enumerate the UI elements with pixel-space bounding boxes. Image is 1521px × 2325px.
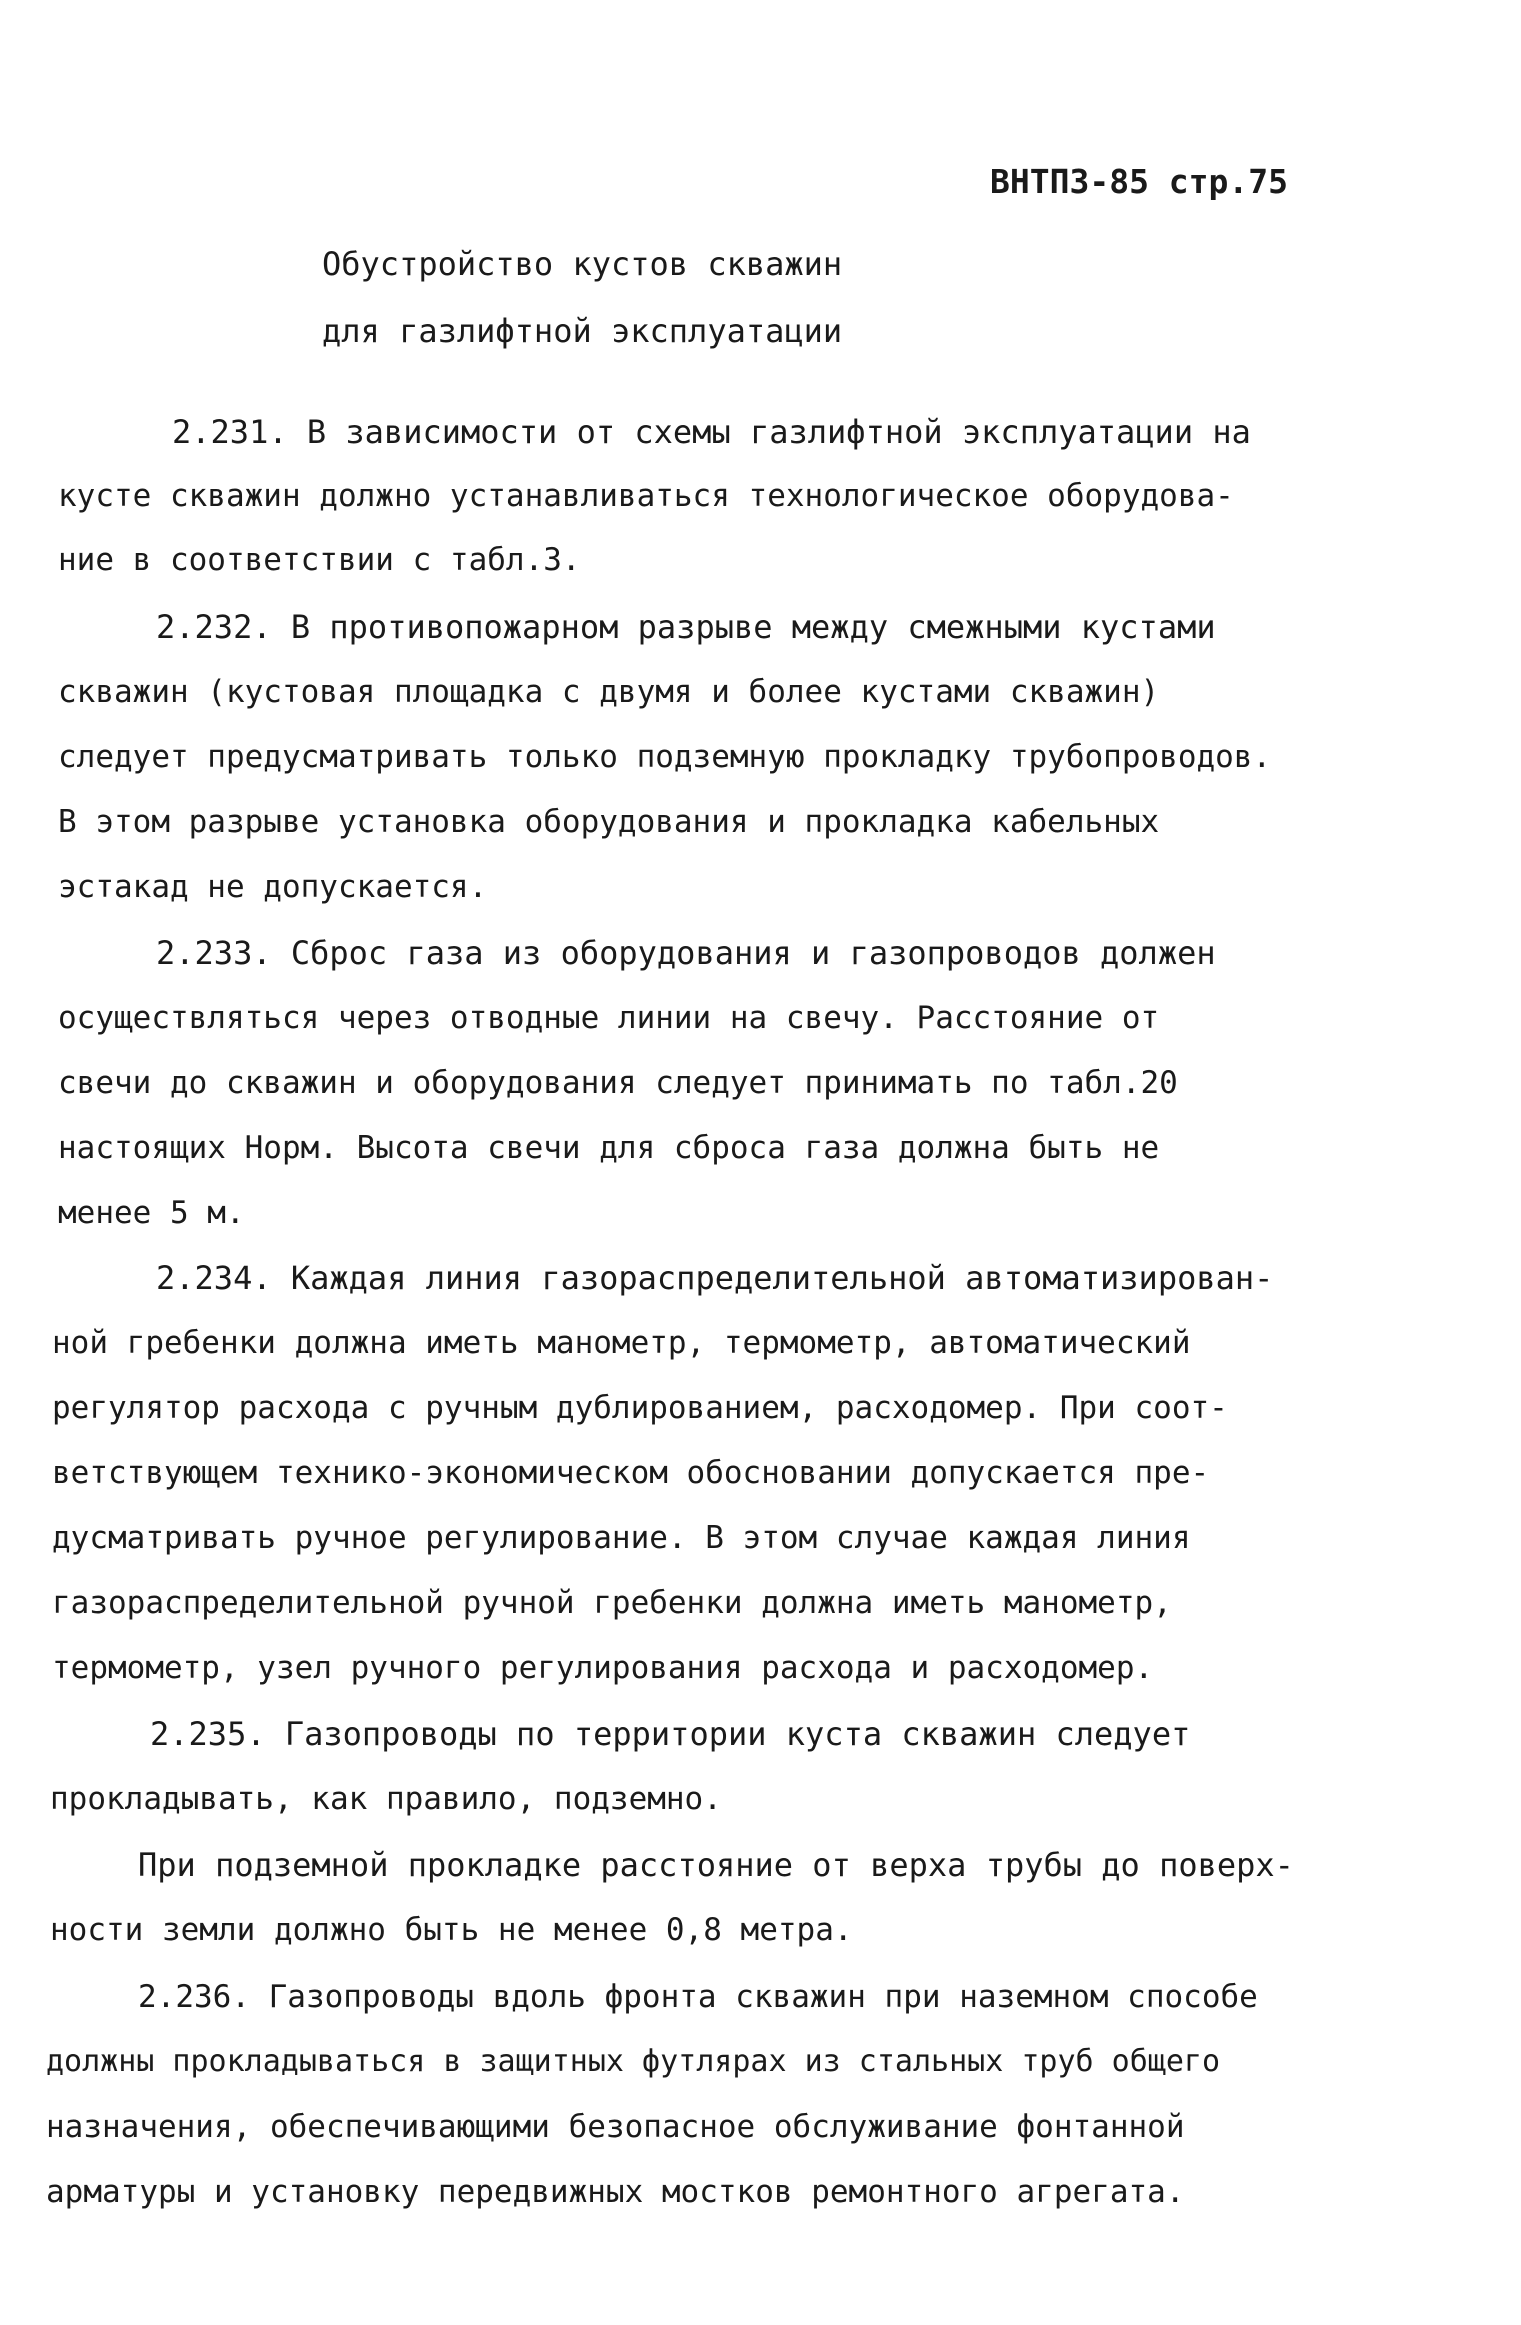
paragraph-2-234-line-4: ветствующем технико-экономическом обосновании допускается пре-	[52, 1455, 1210, 1491]
paragraph-2-236-line-2: должны прокладываться в защитных футлярах из стальных труб общего	[46, 2044, 1220, 2079]
paragraph-2-235-line-1: 2.235. Газопроводы по территории куста скважин следует	[150, 1715, 1191, 1753]
paragraph-2-234-line-3: регулятор расхода с ручным дублированием, расходомер. При соот-	[52, 1390, 1228, 1426]
paragraph-2-231-line-2: кусте скважин должно устанавливаться технологическое оборудова-	[58, 478, 1234, 514]
paragraph-2-232-line-5: эстакад не допускается.	[58, 869, 488, 905]
paragraph-2-233-line-4: настоящих Норм. Высота свечи для сброса газа должна быть не	[58, 1130, 1160, 1166]
paragraph-2-236-line-1: 2.236. Газопроводы вдоль фронта скважин при наземном способе	[138, 1979, 1258, 2015]
paragraph-2-232-line-3: следует предусматривать только подземную прокладку трубопроводов.	[58, 739, 1272, 775]
paragraph-2-233-line-5: менее 5 м.	[58, 1195, 245, 1231]
paragraph-underground-line-2: ности земли должно быть не менее 0,8 метра.	[50, 1912, 853, 1948]
section-title-line-1: Обустройство кустов скважин	[322, 245, 843, 283]
paragraph-2-233-line-1: 2.233. Сброс газа из оборудования и газопроводов должен	[156, 934, 1216, 972]
paragraph-2-236-line-3: назначения, обеспечивающими безопасное обслуживание фонтанной	[46, 2109, 1185, 2145]
paragraph-2-234-line-1: 2.234. Каждая линия газораспределительной автоматизирован-	[156, 1259, 1274, 1297]
page-header-doc-code: ВНТП3-85 стр.75	[990, 162, 1289, 201]
paragraph-2-232-line-4: В этом разрыве установка оборудования и прокладка кабельных	[58, 804, 1160, 840]
paragraph-2-236-line-4: арматуры и установку передвижных мостков ремонтного агрегата.	[46, 2174, 1185, 2210]
paragraph-2-234-line-6: газораспределительной ручной гребенки должна иметь манометр,	[52, 1585, 1172, 1621]
paragraph-2-234-line-5: дусматривать ручное регулирование. В этом случае каждая линия	[52, 1520, 1191, 1556]
paragraph-2-231-line-3: ние в соответствии с табл.3.	[58, 542, 581, 578]
paragraph-2-232-line-1: 2.232. В противопожарном разрыве между смежными кустами	[156, 608, 1216, 646]
paragraph-2-231-line-1: 2.231. В зависимости от схемы газлифтной эксплуатации на	[172, 413, 1251, 451]
paragraph-2-235-line-2: прокладывать, как правило, подземно.	[50, 1781, 722, 1817]
paragraph-2-234-line-2: ной гребенки должна иметь манометр, термометр, автоматический	[52, 1325, 1191, 1361]
paragraph-underground-line-1: При подземной прокладке расстояние от верха трубы до поверх-	[138, 1846, 1294, 1884]
paragraph-2-234-line-7: термометр, узел ручного регулирования расхода и расходомер.	[52, 1650, 1154, 1686]
section-title-line-2: для газлифтной эксплуатации	[322, 312, 843, 350]
paragraph-2-233-line-3: свечи до скважин и оборудования следует принимать по табл.20	[58, 1065, 1178, 1101]
paragraph-2-232-line-2: скважин (кустовая площадка с двумя и более кустами скважин)	[58, 674, 1160, 710]
paragraph-2-233-line-2: осуществляться через отводные линии на свечу. Расстояние от	[58, 1000, 1160, 1036]
